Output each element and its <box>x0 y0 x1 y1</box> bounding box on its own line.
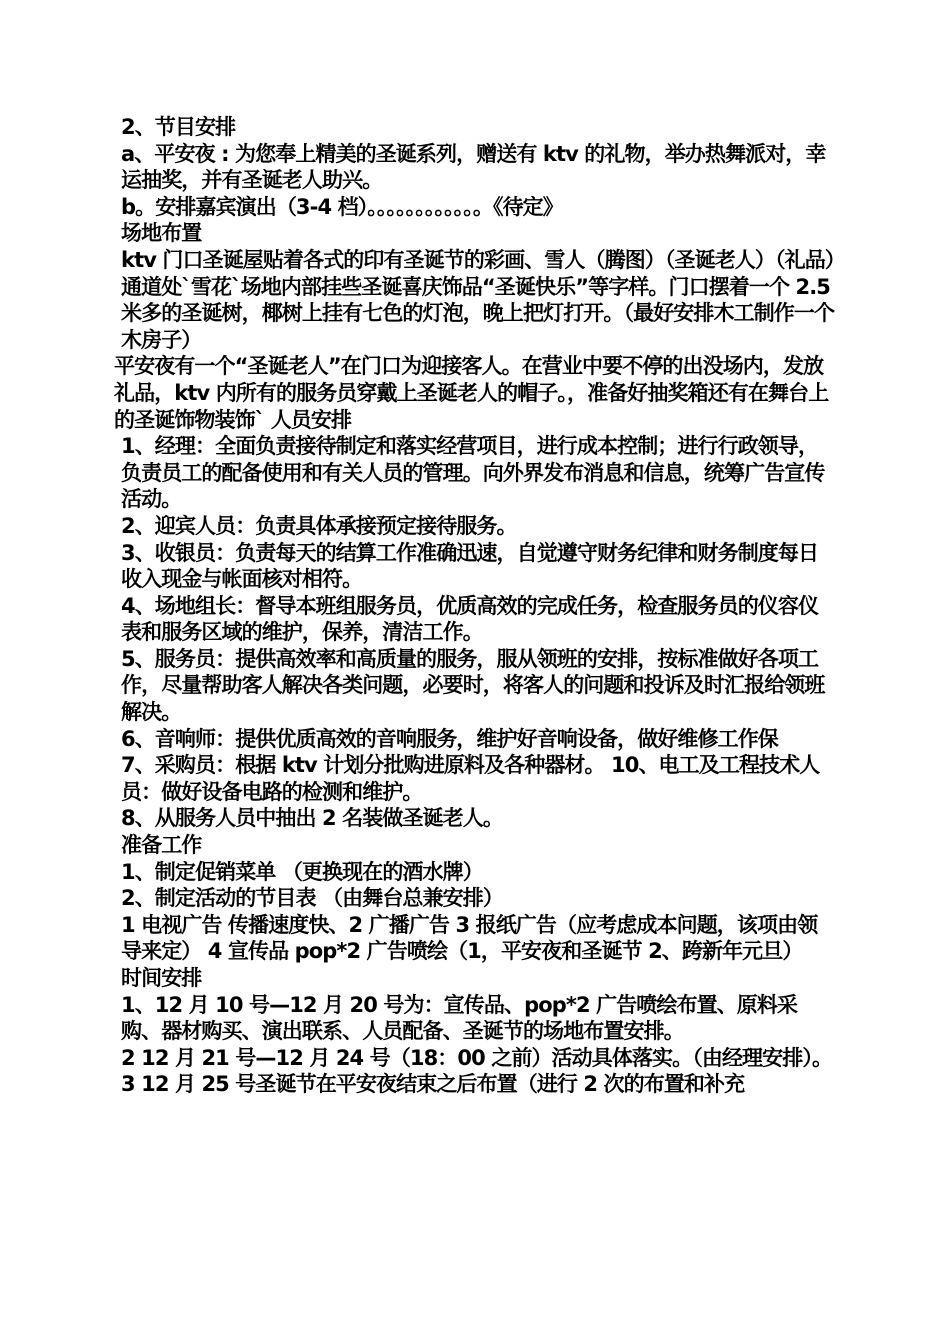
paragraph: 1 电视广告 传播速度快、2 广播广告 3 报纸广告（应考虑成本问题，该项由领导来定） 4 宣传品 pop*2 广告喷绘（1，平安夜和圣诞节 2、跨新年元旦） <box>121 912 818 964</box>
paragraph: 2、迎宾人员：负责具体承接预定接待服务。 <box>121 513 517 538</box>
paragraph: 6、音响师：提供优质高效的音响服务，维护好音响设备，做好维修工作保 <box>121 726 778 751</box>
paragraph: 2 12 月 21 号—12 月 24 号（18：00 之前）活动具体落实。（由经理安排）。 <box>121 1045 833 1070</box>
paragraph: 1、制定促销菜单 （更换现在的酒水牌） <box>121 859 483 884</box>
paragraph: 1、12 月 10 号—12 月 20 号为：宣传品、pop*2 广告喷绘布置、原料采购、器材购买、演出联系、人员配备、圣诞节的场地布置安排。 <box>121 992 798 1044</box>
paragraph: 1、经理：全面负责接待制定和落实经营项目，进行成本控制；进行行政领导，负责员工的配备使用和有关人员的管理。向外界发布消息和信息，统筹广告宣传活动。 <box>121 434 825 512</box>
paragraph: 准备工作 <box>121 833 202 858</box>
paragraph: 平安夜有一个“圣诞老人”在门口为迎接客人。在营业中要不停的出没场内，发放礼品，ktv 内所有的服务员穿戴上圣诞老人的帽子。，准备好抽奖箱还有在舞台上的圣诞饰物装饰` 人员安排 <box>114 354 829 432</box>
paragraph: 5、服务员：提供高效率和高质量的服务，服从领班的安排，按标准做好各项工作，尽量帮助客人解决各类问题，必要时，将客人的问题和投诉及时汇报给领班解决。 <box>121 646 825 725</box>
paragraph: 3 12 月 25 号圣诞节在平安夜结束之后布置（进行 2 次的布置和补充 <box>121 1072 745 1097</box>
paragraph: 8、从服务人员中抽出 2 名装做圣诞老人。 <box>121 806 503 831</box>
document-body <box>114 114 836 1098</box>
paragraph: b。安排嘉宾演出（3-4 档）。。。。。。。。。。。。《待定》 <box>121 194 563 219</box>
paragraph: 4、场地组长：督导本班组服务员，优质高效的完成任务，检查服务员的仪容仪表和服务区域的维护，保养，清洁工作。 <box>121 593 819 645</box>
paragraph: a、平安夜 : 为您奉上精美的圣诞系列，赠送有 ktv 的礼物，举办热舞派对，幸运抽奖，并有圣诞老人助兴。 <box>121 141 826 193</box>
paragraph: 2、节目安排 <box>121 115 236 139</box>
paragraph: ktv 门口圣诞屋贴着各式的印有圣诞节的彩画、雪人（腾图）（圣诞老人）（礼品）通道处`雪花`场地内部挂些圣诞喜庆饰品“圣诞快乐”等字样。门口摆着一个 2.5 米多的圣诞树，椰树上挂有七色的灯泡，晚上把灯打开。（最好安排木工制作一个木房子） <box>121 247 835 352</box>
paragraph: 2、制定活动的节目表 （由舞台总兼安排） <box>121 886 503 911</box>
paragraph: 7、采购员：根据 ktv 计划分批购进原料及各种器材。 10、电工及工程技术人员：做好设备电路的检测和维护。 <box>121 753 820 804</box>
paragraph: 3、收银员：负责每天的结算工作准确迅速，自觉遵守财务纪律和财务制度每日收入现金与帐面核对相符。 <box>121 540 819 592</box>
paragraph: 时间安排 <box>121 966 202 990</box>
paragraph: 场地布置 <box>121 221 202 246</box>
